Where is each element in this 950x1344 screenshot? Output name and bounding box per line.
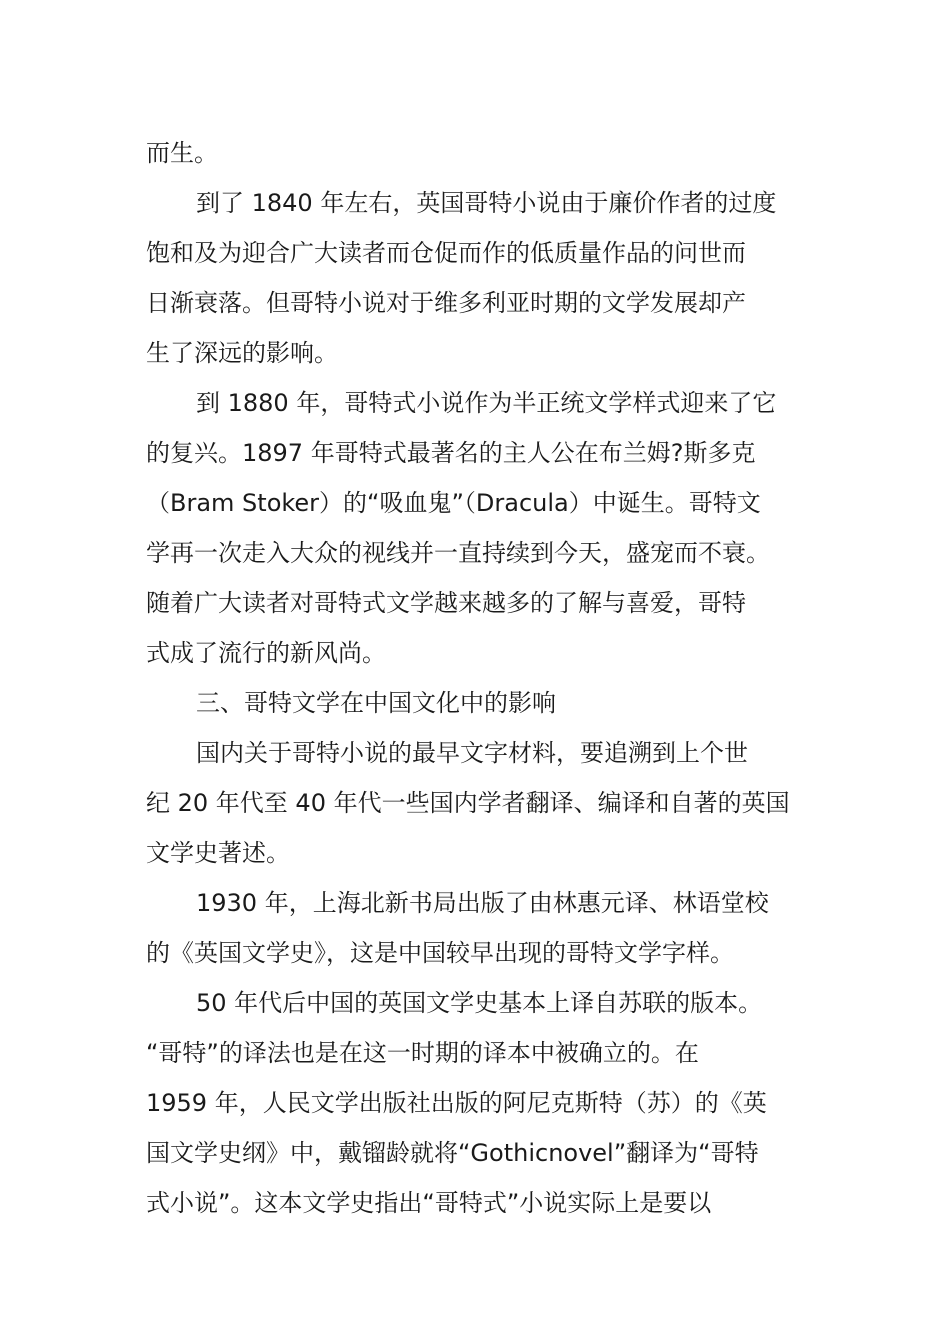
paragraph-start-line: 到了 1840 年左右，英国哥特小说由于廉价作者的过度 bbox=[196, 189, 777, 217]
text-line: 1959 年，人民文学出版社出版的阿尼克斯特（苏）的《英 bbox=[146, 1089, 767, 1117]
paragraph-start-line: 到 1880 年，哥特式小说作为半正统文学样式迎来了它 bbox=[196, 389, 777, 417]
text-line: 日渐衰落。但哥特小说对于维多利亚时期的文学发展却产 bbox=[146, 289, 746, 317]
text-line: 的复兴。1897 年哥特式最著名的主人公在布兰姆?斯多克 bbox=[146, 439, 756, 467]
text-line: 国文学史纲》中，戴镏龄就将“Gothicnovel”翻译为“哥特 bbox=[146, 1139, 759, 1167]
text-line: 纪 20 年代至 40 年代一些国内学者翻译、编译和自著的英国 bbox=[146, 789, 790, 817]
text-line: “哥特”的译法也是在这一时期的译本中被确立的。在 bbox=[146, 1039, 699, 1067]
text-line: 随着广大读者对哥特式文学越来越多的了解与喜爱，哥特 bbox=[146, 589, 746, 617]
text-line: （Bram Stoker）的“吸血鬼”（Dracula）中诞生。哥特文 bbox=[146, 489, 761, 517]
text-line: 而生。 bbox=[146, 139, 218, 167]
document-body bbox=[146, 128, 806, 1228]
text-line: 文学史著述。 bbox=[146, 839, 290, 867]
paragraph-start-line: 50 年代后中国的英国文学史基本上译自苏联的版本。 bbox=[196, 989, 763, 1017]
text-line: 式成了流行的新风尚。 bbox=[146, 639, 386, 667]
text-line: 式小说”。这本文学史指出“哥特式”小说实际上是要以 bbox=[146, 1189, 712, 1217]
text-line: 生了深远的影响。 bbox=[146, 339, 338, 367]
text-line: 饱和及为迎合广大读者而仓促而作的低质量作品的问世而 bbox=[146, 239, 746, 267]
paragraph-start-line: 1930 年，上海北新书局出版了由林惠元译、林语堂校 bbox=[196, 889, 769, 917]
text-line: 的《英国文学史》，这是中国较早出现的哥特文学字样。 bbox=[146, 939, 734, 967]
paragraph-start-line: 国内关于哥特小说的最早文字材料，要追溯到上个世 bbox=[196, 739, 748, 767]
section-heading: 三、哥特文学在中国文化中的影响 bbox=[196, 689, 556, 717]
text-line: 学再一次走入大众的视线并一直持续到今天，盛宠而不衰。 bbox=[146, 539, 770, 567]
